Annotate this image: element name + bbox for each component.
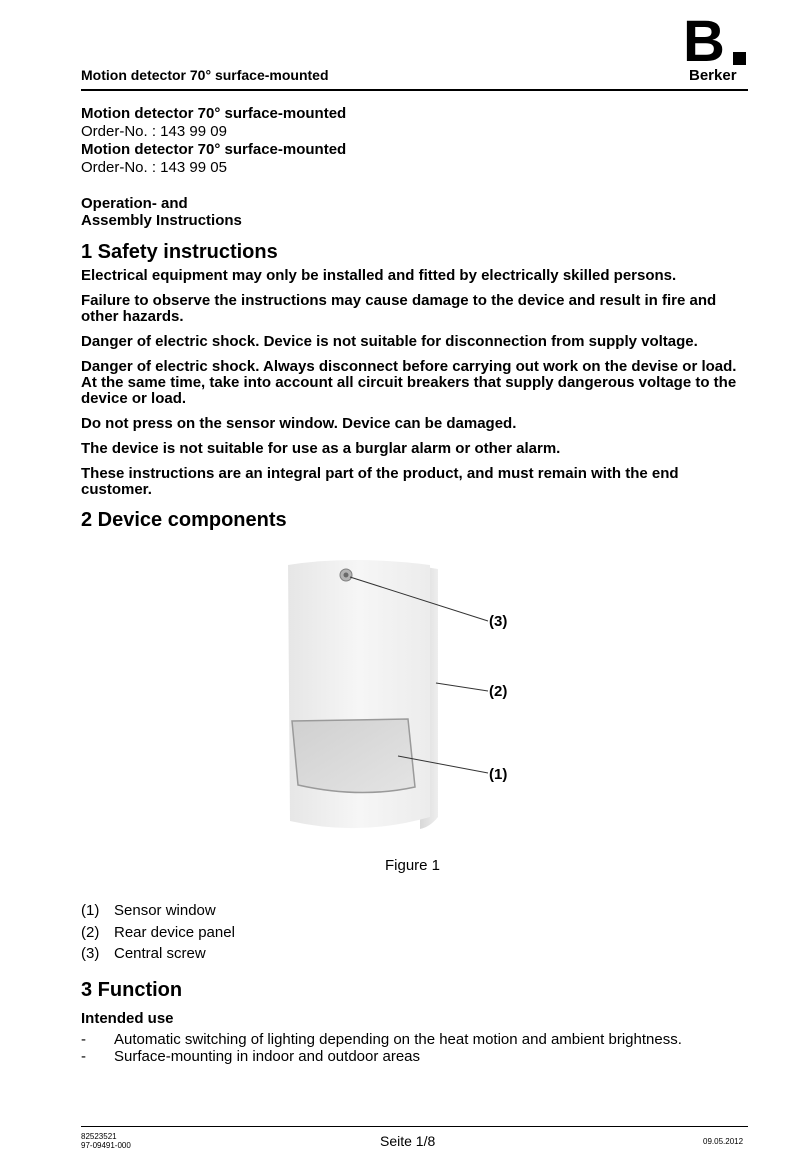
footer-divider: [81, 1126, 748, 1127]
section-heading-safety: 1 Safety instructions: [81, 241, 278, 263]
list-item: [81, 1048, 682, 1065]
callout-label-1: (1): [489, 766, 508, 783]
safety-paragraph: Electrical equipment may only be installed and fitted by electrically skilled persons.: [81, 267, 677, 284]
brand-name: Berker: [689, 67, 737, 84]
safety-paragraph: Failure to observe the instructions may cause damage to the device and result in fire and other hazards.: [81, 292, 717, 325]
brand-logo-dot: [733, 52, 746, 65]
sensor-window: [292, 719, 415, 793]
bullet-text: Automatic switching of lighting depending on the heat motion and ambient brightness.: [114, 1031, 682, 1048]
component-label: Central screw: [114, 945, 206, 962]
page-number: Seite 1/8: [380, 1133, 436, 1149]
footer-code: 97-09491-000: [81, 1141, 131, 1150]
product-name: Motion detector 70° surface-mounted: [81, 141, 347, 158]
header-divider: [81, 89, 748, 91]
footer-date: 09.05.2012: [703, 1137, 744, 1146]
instructions-title: [81, 195, 242, 229]
product-info: [81, 105, 346, 177]
intended-use-label: Intended use: [81, 1010, 174, 1027]
document-header-title: Motion detector 70° surface-mounted: [81, 67, 329, 83]
device-figure: [270, 555, 520, 845]
callout-label-3: (3): [489, 613, 508, 630]
figure-caption: Figure 1: [385, 857, 441, 874]
safety-instructions: [81, 268, 753, 507]
order-number: Order-No. : 143 99 05: [81, 159, 227, 176]
bullet-dash: -: [81, 1031, 86, 1048]
instructions-title-line: Operation- and: [81, 195, 188, 212]
product-name: Motion detector 70° surface-mounted: [81, 105, 347, 122]
order-number: Order-No. : 143 99 09: [81, 123, 227, 140]
bullet-text: Surface-mounting in indoor and outdoor areas: [114, 1048, 421, 1065]
component-label: Rear device panel: [114, 923, 235, 941]
intended-use-list: [81, 1031, 682, 1065]
section-heading-components: 2 Device components: [81, 509, 287, 531]
list-item: [81, 922, 235, 944]
list-item: [81, 1031, 682, 1048]
component-number: (3): [81, 945, 100, 962]
component-list: [81, 900, 235, 965]
component-number: (2): [81, 923, 100, 941]
footer-codes: [81, 1132, 131, 1150]
safety-paragraph: Do not press on the sensor window. Device can be damaged.: [81, 415, 517, 432]
screw-head: [344, 573, 349, 578]
bullet-dash: -: [81, 1048, 86, 1065]
safety-paragraph: The device is not suitable for use as a burglar alarm or other alarm.: [81, 440, 561, 457]
brand-logo-letter: B: [683, 9, 723, 74]
component-number: (1): [81, 902, 100, 919]
safety-paragraph: These instructions are an integral part of the product, and must remain with the end customer.: [81, 465, 679, 498]
instructions-title-line: Assembly Instructions: [81, 212, 242, 229]
component-label: Sensor window: [114, 902, 216, 919]
footer-code: 82523521: [81, 1132, 117, 1141]
section-heading-function: 3 Function: [81, 979, 183, 1001]
callout-label-2: (2): [489, 683, 508, 700]
motion-detector-illustration: [270, 555, 520, 845]
list-item: [81, 900, 235, 922]
safety-paragraph: Danger of electric shock. Device is not suitable for disconnection from supply voltage.: [81, 333, 698, 350]
safety-paragraph: Danger of electric shock. Always disconnect before carrying out work on the devise or load. At the same time, take into account all circuit breakers that supply dangerous voltage to the device or load.: [81, 358, 737, 407]
callout-line-2: [436, 683, 488, 691]
list-item: [81, 943, 235, 965]
